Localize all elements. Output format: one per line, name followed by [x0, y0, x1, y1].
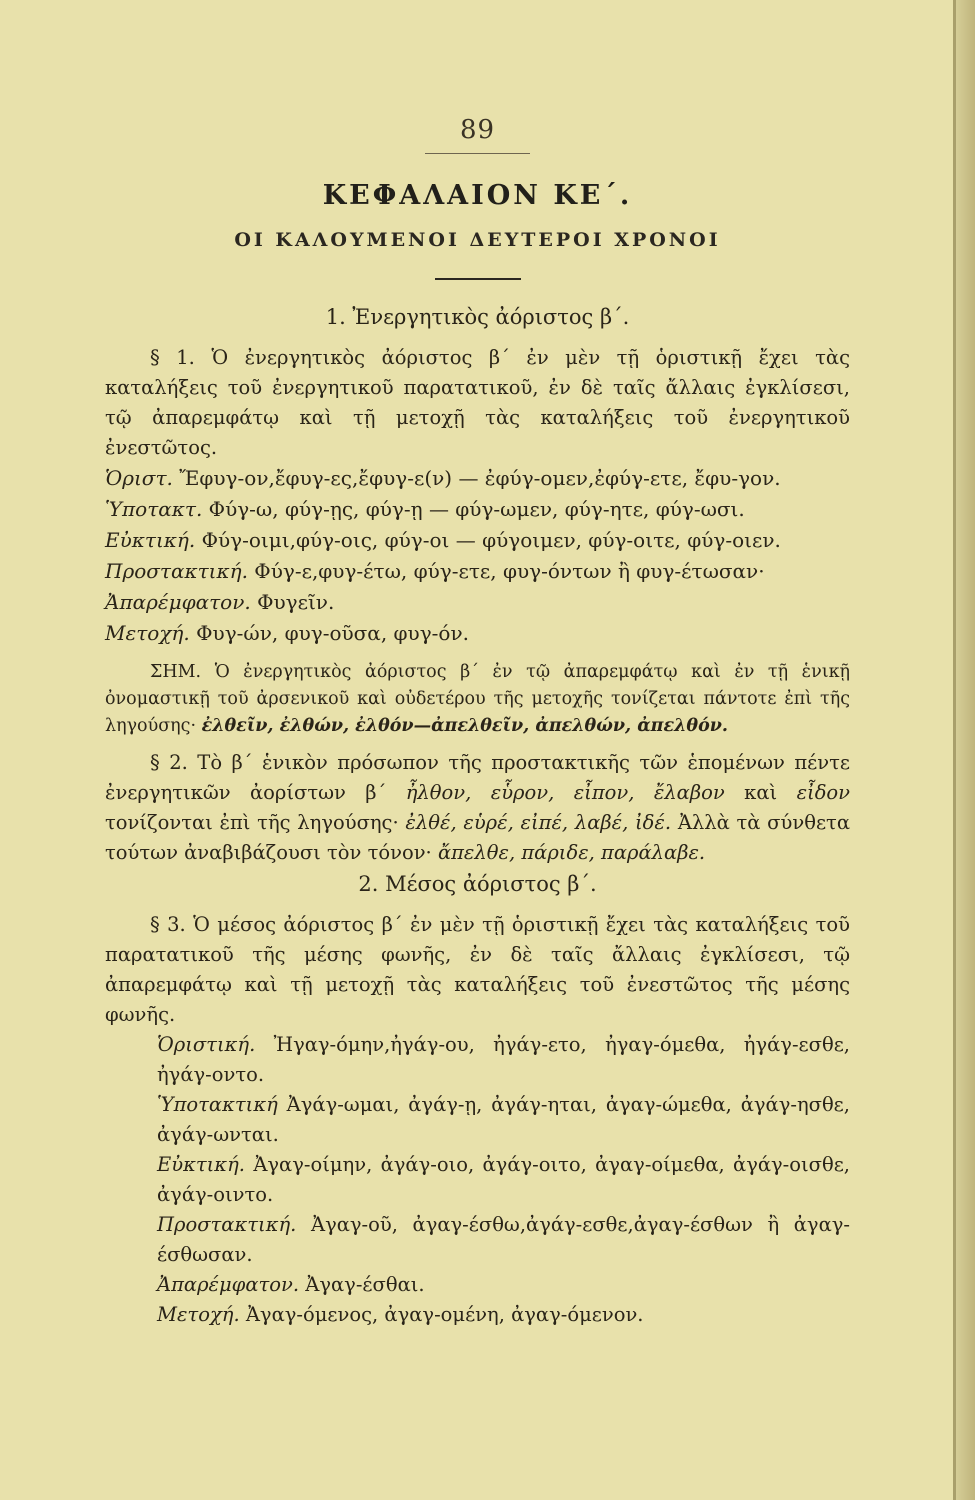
- form-line: Ὁριστική. Ἠγαγ-όμην,ἠγάγ-ου, ἠγάγ-ετο, ἠγαγ-όμεθα, ἠγάγ-εσθε, ἠγάγ-οντο.: [157, 1033, 850, 1086]
- section-heading-1: 1. Ἐνεργητικὸς ἀόριστος β΄.: [325, 305, 630, 329]
- form-line: Ἀπαρέμφατον. Φυγεῖν.: [105, 590, 335, 614]
- form-line: Προστακτική. Ἀγαγ-οῦ, ἀγαγ-έσθω,ἀγάγ-εσθε,ἀγαγ-έσθων ἢ ἀγαγ-έσθωσαν.: [157, 1213, 850, 1266]
- conjugation-table-active: [105, 463, 850, 649]
- form-line: Ὑποτακτ. Φύγ-ω, φύγ-ῃς, φύγ-ῃ — φύγ-ωμεν, φύγ-ητε, φύγ-ωσι.: [105, 497, 745, 521]
- paragraph-2: § 2. Τὸ β΄ ἑνικὸν πρόσωπον τῆς προστακτικῆς τῶν ἑπομένων πέντε ἐνεργητικῶν ἀορίστων β΄ ἦλθον, εὗρον, εἶπον, ἔλαβον καὶ εἶδον τονίζονται ἐπὶ τῆς ληγούσης· ἐλθέ, εὑρέ, εἰπέ, λαβέ, ἰδέ. Ἀλλὰ τὰ σύνθετα τούτων ἀναβιβάζουσι τὸν τόνον· ἄπελθε, πάριδε, παράλαβε.: [105, 751, 851, 864]
- section-heading-2: 2. Μέσος ἀόριστος β΄.: [358, 872, 597, 896]
- form-line: Ὑποτακτική Ἀγάγ-ωμαι, ἀγάγ-ῃ, ἀγάγ-ηται, ἀγαγ-ώμεθα, ἀγάγ-ησθε, ἀγάγ-ωνται.: [157, 1093, 850, 1146]
- form-line: Ἀπαρέμφατον. Ἀγαγ-έσθαι.: [157, 1273, 425, 1296]
- page-number-rule: [425, 153, 530, 154]
- form-line: Ὁριστ. Ἔφυγ-ον,ἔφυγ-ες,ἔφυγ-ε(ν) — ἐφύγ-ομεν,ἐφύγ-ετε, ἔφυ-γον.: [105, 466, 781, 490]
- form-line: Μετοχή. Ἀγαγ-όμενος, ἀγαγ-ομένη, ἀγαγ-όμενον.: [157, 1303, 644, 1326]
- note-examples: ἐλθεῖν, ἐλθών, ἐλθόν—ἀπελθεῖν, ἀπελθών, ἀπελθόν.: [201, 716, 728, 736]
- conjugation-table-middle: [105, 1030, 850, 1330]
- title-rule: [435, 278, 521, 280]
- paragraph-3: § 3. Ὁ μέσος ἀόριστος β΄ ἐν μὲν τῇ ὁριστικῇ ἔχει τὰς καταλήξεις τοῦ παρατατικοῦ τῆς μέσης φωνῆς, ἐν δὲ ταῖς ἄλλαις ἐγκλίσεσι, τῷ ἀπαρεμφάτῳ καὶ τῇ μετοχῇ τὰς καταλήξεις τοῦ ἐνεστῶτος τῆς μέσης φωνῆς.: [105, 913, 850, 1026]
- page-number: 89: [459, 115, 496, 145]
- form-line: Προστακτική. Φύγ-ε,φυγ-έτω, φύγ-ετε, φυγ-όντων ἢ φυγ-έτωσαν·: [105, 559, 765, 583]
- form-line: Εὐκτική. Ἀγαγ-οίμην, ἀγάγ-οιο, ἀγάγ-οιτο, ἀγαγ-οίμεθα, ἀγάγ-οισθε, ἀγάγ-οιντο.: [157, 1153, 850, 1206]
- note-paragraph: ΣΗΜ. Ὁ ἐνεργητικὸς ἀόριστος β΄ ἐν τῷ ἀπαρεμφάτῳ καὶ ἐν τῇ ἑνικῇ ὀνομαστικῇ τοῦ ἀρσενικοῦ καὶ οὐδετέρου τῆς μετοχῆς τονίζεται πάντοτε ἐπὶ τῆς ληγούσης· ἐλθεῖν, ἐλθών, ἐλθόν—ἀπελθεῖν, ἀπελθών, ἀπελθόν.: [105, 662, 850, 736]
- chapter-subtitle: ΟΙ ΚΑΛΟΥΜΕΝΟΙ ΔΕΥΤΕΡΟΙ ΧΡΟΝΟΙ: [234, 229, 721, 251]
- form-line: Εὐκτική. Φύγ-οιμι,φύγ-οις, φύγ-οι — φύγοιμεν, φύγ-οιτε, φύγ-οιεν.: [105, 528, 781, 552]
- text-block: [105, 115, 850, 1330]
- paragraph-1: § 1. Ὁ ἐνεργητικὸς ἀόριστος β΄ ἐν μὲν τῇ ὁριστικῇ ἔχει τὰς καταλήξεις τοῦ ἐνεργητικοῦ παρατατικοῦ, ἐν δὲ ταῖς ἄλλαις ἐγκλίσεσι, τῷ ἀπαρεμφάτῳ καὶ τῇ μετοχῇ τὰς καταλήξεις τοῦ ἐνεργητικοῦ ἐνεστῶτος.: [105, 346, 850, 459]
- chapter-title: ΚΕΦΑΛΑΙΟΝ ΚΕ΄.: [322, 180, 633, 211]
- form-line: Μετοχή. Φυγ-ών, φυγ-οῦσα, φυγ-όν.: [105, 621, 469, 645]
- page-edge: [953, 0, 975, 1500]
